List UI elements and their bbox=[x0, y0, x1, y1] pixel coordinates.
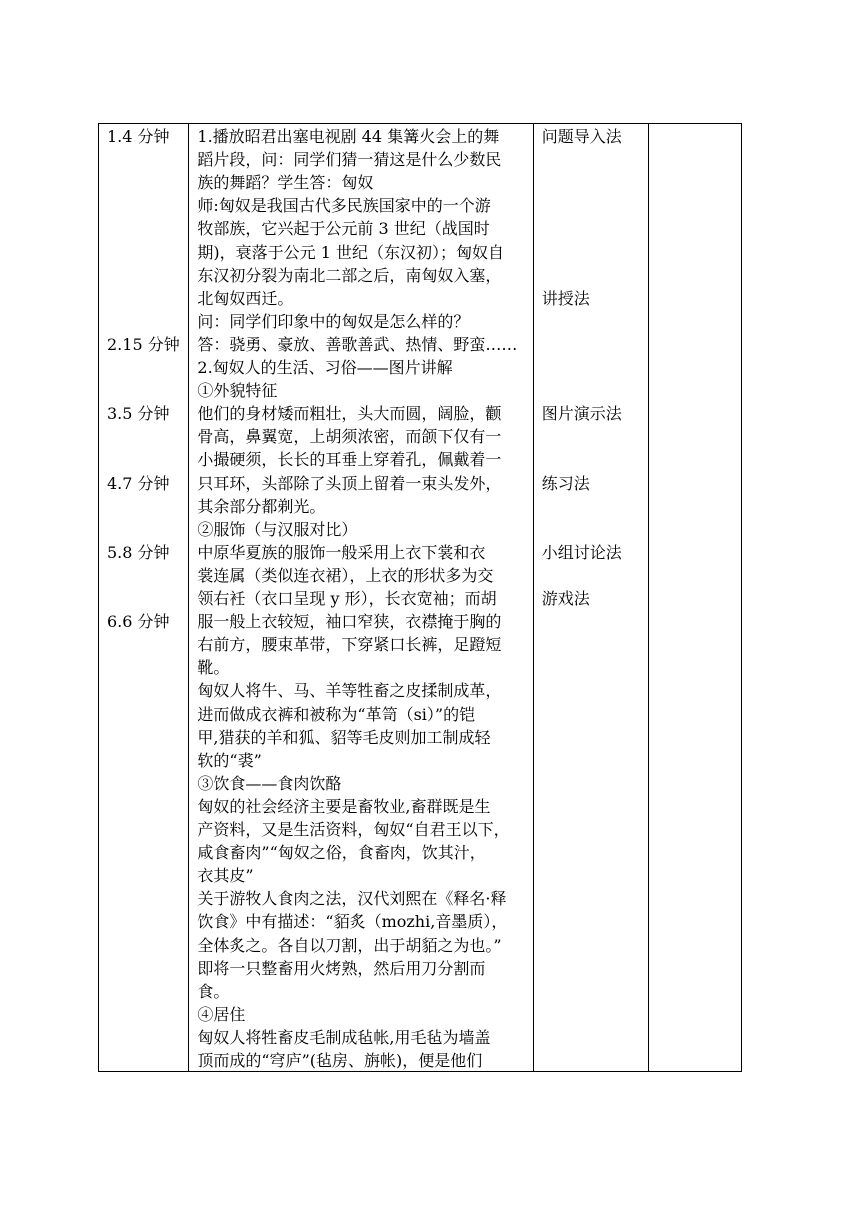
content-line: 服一般上衣较短，袖口窄狭，衣襟掩于胸的 bbox=[197, 612, 502, 632]
content-line: 衣其皮” bbox=[197, 866, 254, 886]
method-label: 问题导入法 bbox=[541, 127, 622, 146]
notes-cell bbox=[648, 124, 741, 1072]
content-line: ①外貌特征 bbox=[197, 381, 278, 401]
content-line: 即将一只整畜用火烤熟，然后用刀分割而 bbox=[197, 958, 486, 978]
content-line: 骨高，鼻翼宽，上胡须浓密，而颌下仅有一 bbox=[197, 427, 502, 447]
content-cell bbox=[189, 124, 533, 1072]
content-line: 产资料，又是生活资料，匈奴“自君王以下， bbox=[197, 820, 510, 839]
content-line: 匈奴人将牲畜皮毛制成毡帐,用毛毡为墙盖 bbox=[197, 1027, 491, 1047]
content-line: 中原华夏族的服饰一般采用上衣下裳和衣 bbox=[197, 542, 486, 562]
method-label: 图片演示法 bbox=[541, 404, 622, 424]
content-line: 顶而成的“穹庐”(毡房、旃帐)，便是他们 bbox=[197, 1051, 483, 1070]
content-line: ④居住 bbox=[197, 1004, 246, 1024]
method-label: 讲授法 bbox=[541, 288, 590, 308]
content-line: 族的舞蹈？学生答：匈奴 bbox=[197, 173, 374, 193]
content-line: 问：同学们印象中的匈奴是怎么样的？ bbox=[197, 311, 470, 331]
content-line: 咸食畜肉”“匈奴之俗，食畜肉，饮其汁， bbox=[197, 843, 486, 863]
content-line: 师:匈奴是我国古代多民族国家中的一个游 bbox=[197, 196, 491, 216]
content-line: 其余部分都剃光。 bbox=[197, 496, 326, 516]
content-line: 关于游牧人食肉之法，汉代刘熙在《释名·释 bbox=[197, 889, 507, 909]
content-line: 领右衽（衣口呈现 y 形），长衣宽袖；而胡 bbox=[197, 589, 497, 608]
content-line: 北匈奴西迁。 bbox=[197, 288, 294, 308]
content-line: 小撮硬须，长长的耳垂上穿着孔，佩戴着一 bbox=[197, 450, 502, 470]
content-line: 只耳环，头部除了头顶上留着一束头发外， bbox=[197, 473, 502, 493]
content-line: 东汉初分裂为南北二部之后，南匈奴入塞， bbox=[197, 265, 502, 285]
content-line: 裳连属（类似连衣裙），上衣的形状多为交 bbox=[197, 565, 494, 585]
content-line: 饮食》中有描述：“貊炙（mozhi,音墨质）， bbox=[197, 912, 508, 932]
time-label: 4.7 分钟 bbox=[107, 473, 170, 493]
lesson-plan-table bbox=[98, 123, 742, 1072]
content-line: 蹈片段，问：同学们猜一猜这是什么少数民 bbox=[197, 150, 502, 170]
content-line: 软的“裘” bbox=[197, 750, 262, 770]
content-line: 期)，衰落于公元 1 世纪（东汉初）；匈奴自 bbox=[197, 242, 504, 262]
time-cell bbox=[99, 124, 189, 1072]
content-line: 靴。 bbox=[197, 658, 230, 678]
content-line: 全体炙之。各自以刀割，出于胡貊之为也。” bbox=[197, 935, 502, 955]
content-line: 匈奴的社会经济主要是畜牧业,畜群既是生 bbox=[197, 796, 491, 816]
content-line: 牧部族，它兴起于公元前 3 世纪（战国时 bbox=[197, 219, 490, 239]
content-line: 食。 bbox=[197, 981, 230, 1001]
content-line: 进而做成衣裤和被称为“革笥（si）”的铠 bbox=[197, 704, 476, 724]
time-label: 1.4 分钟 bbox=[107, 127, 170, 146]
method-label: 小组讨论法 bbox=[541, 542, 622, 562]
time-label: 3.5 分钟 bbox=[107, 404, 170, 424]
content-line: 2.匈奴人的生活、习俗——图片讲解 bbox=[197, 358, 453, 377]
content-line: 1.播放昭君出塞电视剧 44 集篝火会上的舞 bbox=[197, 127, 500, 146]
content-line: ②服饰（与汉服对比） bbox=[197, 519, 358, 539]
table-row bbox=[99, 124, 742, 1072]
method-label: 练习法 bbox=[541, 473, 590, 493]
content-line: 答：骁勇、豪放、善歌善武、热情、野蛮…… bbox=[197, 334, 518, 354]
method-label: 游戏法 bbox=[541, 589, 590, 608]
method-cell bbox=[533, 124, 648, 1072]
content-line: 右前方，腰束革带，下穿紧口长裤，足蹬短 bbox=[197, 635, 502, 655]
content-line: 甲,猎获的羊和狐、貂等毛皮则加工制成轻 bbox=[197, 727, 491, 747]
content-line: 他们的身材矮而粗壮，头大而圆，阔脸，颧 bbox=[197, 404, 502, 424]
time-label: 5.8 分钟 bbox=[107, 542, 170, 562]
content-line: ③饮食——食肉饮酪 bbox=[197, 773, 342, 793]
time-label: 6.6 分钟 bbox=[107, 612, 170, 632]
content-line: 匈奴人将牛、马、羊等牲畜之皮揉制成革， bbox=[197, 681, 502, 701]
time-label: 2.15 分钟 bbox=[107, 334, 180, 354]
